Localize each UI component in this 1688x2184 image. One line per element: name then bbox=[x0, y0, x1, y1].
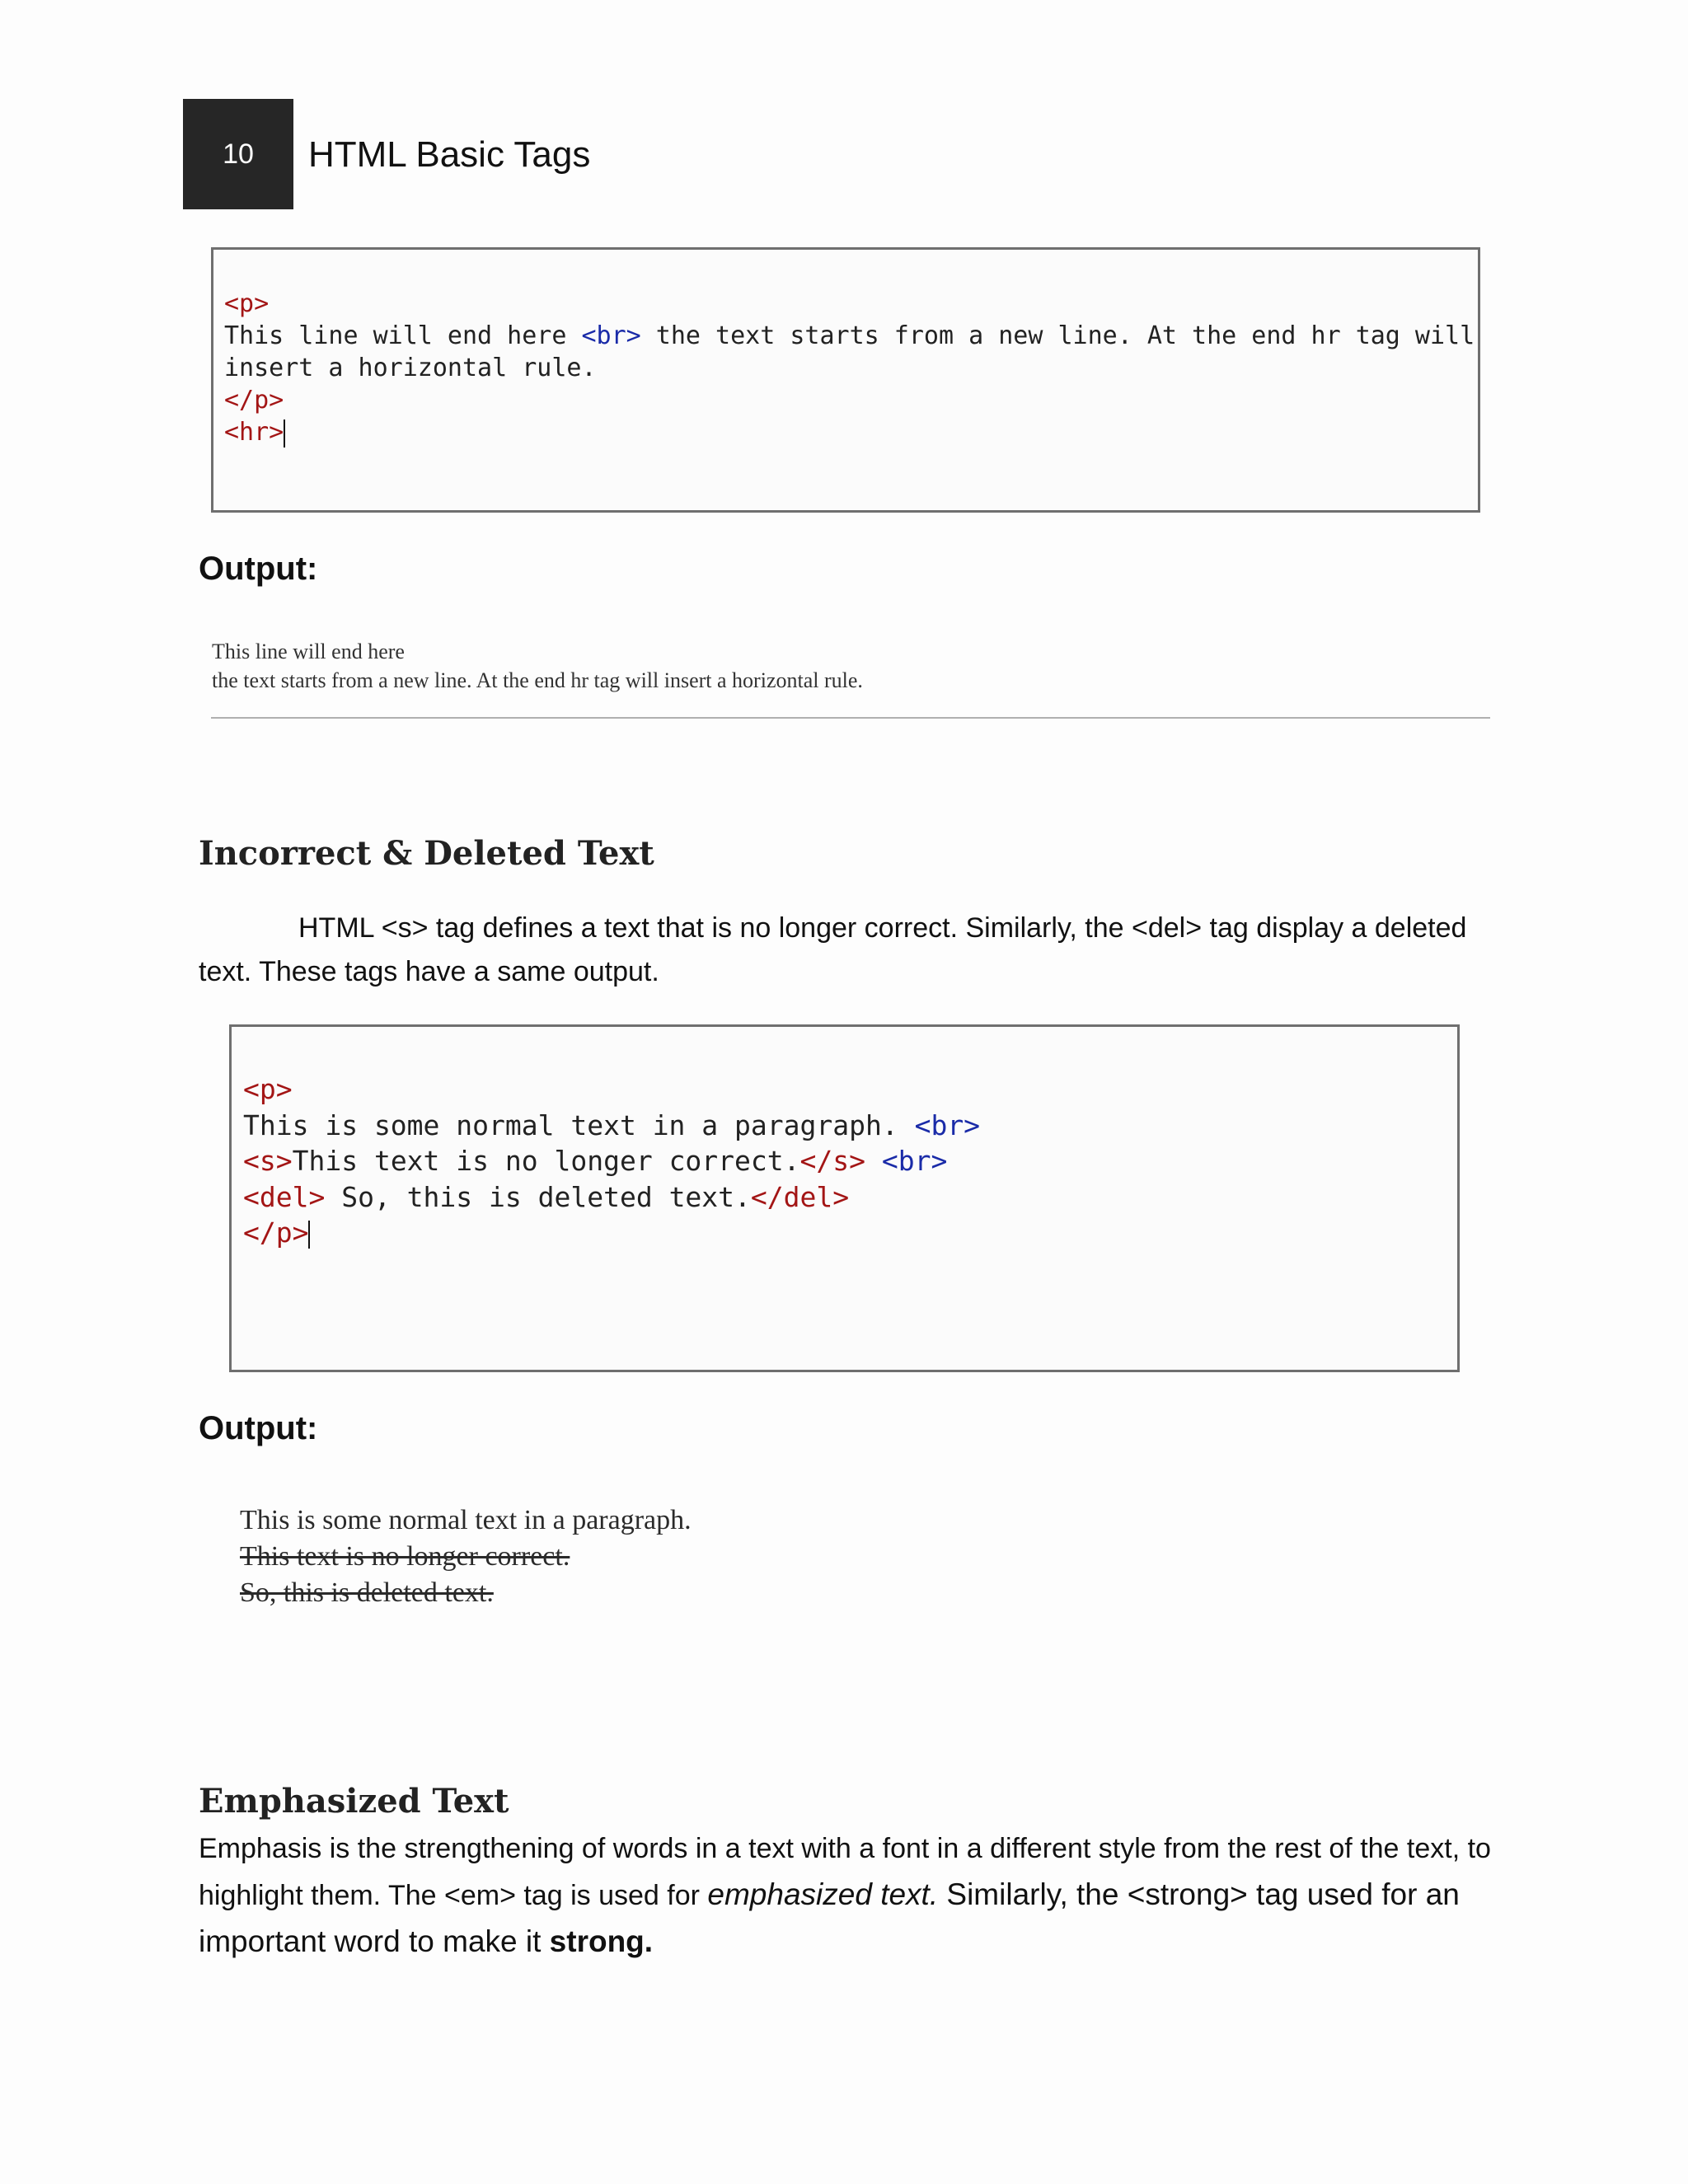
output-line-deleted: So, this is deleted text. bbox=[240, 1577, 494, 1608]
output-line-strikethrough: This text is no longer correct. bbox=[240, 1541, 570, 1572]
code-token: </p> bbox=[224, 386, 284, 415]
code-example-s-del bbox=[229, 1024, 1460, 1372]
code-text: This line will end here bbox=[224, 321, 582, 350]
code-text: the text starts from a new line. At the end hr tag will bbox=[640, 321, 1475, 350]
text-cursor bbox=[308, 1221, 310, 1249]
output-line: This line will end here bbox=[212, 640, 405, 663]
strong-text: strong. bbox=[549, 1924, 654, 1958]
chapter-title: HTML Basic Tags bbox=[308, 134, 591, 175]
code-token: <br> bbox=[914, 1108, 981, 1141]
output-label: Output: bbox=[199, 1410, 318, 1446]
code-token: <del> bbox=[243, 1180, 326, 1213]
horizontal-rule bbox=[211, 717, 1490, 719]
code-token: </s> bbox=[799, 1145, 865, 1177]
paragraph-text: Similarly, the <strong> tag used for an important word to make it bbox=[199, 1877, 1460, 1958]
code-token: <hr> bbox=[224, 418, 284, 447]
paragraph-text: HTML <s> tag defines a text that is no longer correct. Similarly, the <del> tag display a deleted text. These tags have a same output. bbox=[199, 912, 1467, 987]
code-text: This is some normal text in a paragraph. bbox=[243, 1108, 915, 1141]
code-text: This text is no longer correct. bbox=[292, 1145, 800, 1177]
code-token: <br> bbox=[881, 1145, 948, 1177]
code-token: <br> bbox=[581, 321, 641, 350]
code-token: <p> bbox=[243, 1073, 293, 1105]
paragraph-incorrect bbox=[199, 907, 1509, 994]
paragraph-text: Emphasis is the strengthening of words in a text with a font in a different style from the rest of the text, to highlight them. The <em> tag is used for bbox=[199, 1833, 1491, 1911]
code-text: insert a horizontal rule. bbox=[224, 354, 597, 382]
code-text: So, this is deleted text. bbox=[325, 1180, 751, 1213]
code-token: <p> bbox=[224, 289, 270, 318]
code-text bbox=[865, 1145, 882, 1177]
page-number-box bbox=[183, 99, 293, 209]
text-cursor bbox=[284, 419, 285, 448]
code-token: <s> bbox=[243, 1145, 293, 1177]
code-token: </p> bbox=[243, 1216, 309, 1249]
section-heading-incorrect: Incorrect & Deleted Text bbox=[199, 834, 654, 873]
rendered-output-s-del bbox=[240, 1502, 692, 1611]
output-line: This is some normal text in a paragraph. bbox=[240, 1505, 692, 1535]
code-token: </del> bbox=[750, 1180, 850, 1213]
output-label: Output: bbox=[199, 551, 318, 587]
page-number: 10 bbox=[223, 138, 254, 170]
emphasized-text: emphasized text. bbox=[707, 1877, 939, 1911]
paragraph-emphasized bbox=[199, 1826, 1509, 1966]
rendered-output-br bbox=[212, 637, 863, 695]
code-example-br-hr bbox=[211, 247, 1480, 513]
section-heading-emphasized: Emphasized Text bbox=[199, 1782, 509, 1821]
output-line: the text starts from a new line. At the end hr tag will insert a horizontal rule. bbox=[212, 668, 863, 692]
